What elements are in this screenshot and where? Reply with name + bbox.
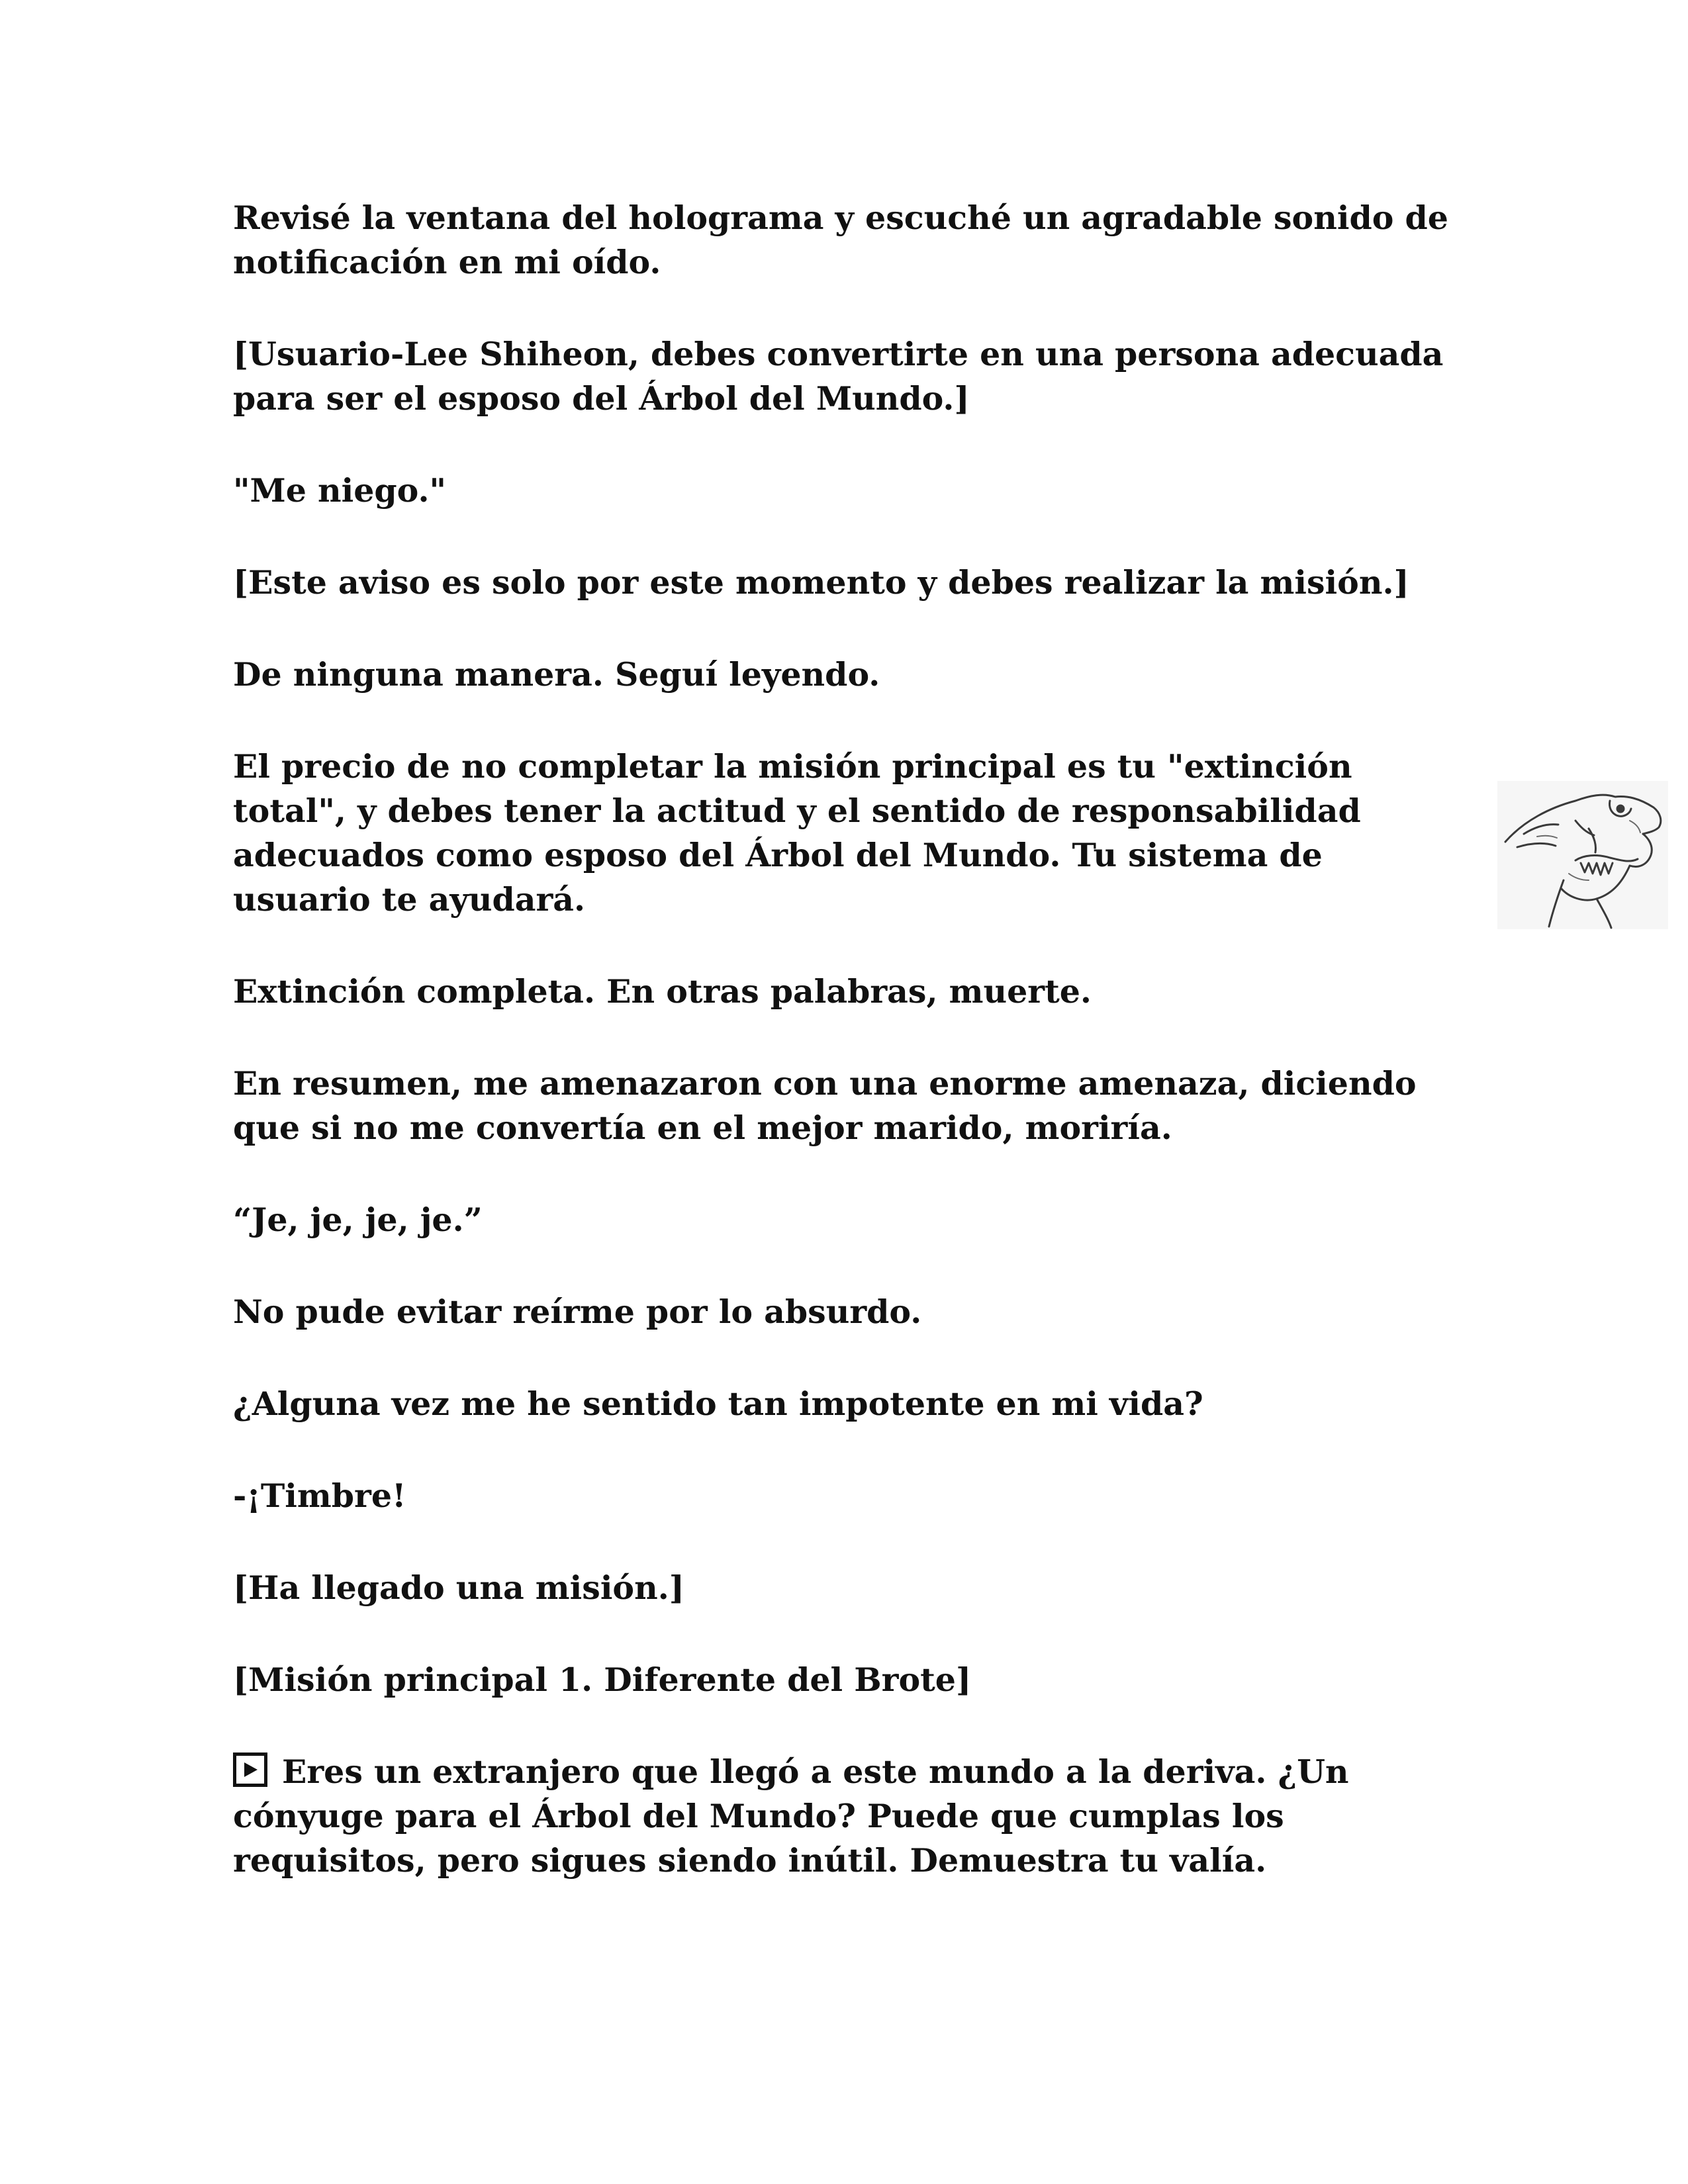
paragraph-7: Extinción completa. En otras palabras, muerte. xyxy=(233,972,1092,1011)
body-text xyxy=(233,196,1458,1883)
paragraph-9: “Je, je, je, je.” xyxy=(233,1201,483,1239)
dinosaur-sketch-image xyxy=(1497,781,1668,929)
paragraph-2: [Usuario-Lee Shiheon, debes convertirte en una persona adecuada para ser el esposo del Árbol del Mundo.] xyxy=(233,335,1444,418)
paragraph-11: ¿Alguna vez me he sentido tan impotente en mi vida? xyxy=(233,1385,1203,1423)
paragraph-1: Revisé la ventana del holograma y escuché un agradable sonido de notificación en mi oído. xyxy=(233,199,1448,281)
paragraph-12: -¡Timbre! xyxy=(233,1477,406,1515)
paragraph-8: En resumen, me amenazaron con una enorme amenaza, diciendo que si no me convertía en el mejor marido, moriría. xyxy=(233,1064,1417,1147)
paragraph-13: [Ha llegado una misión.] xyxy=(233,1569,684,1607)
mission-paragraph xyxy=(233,1750,1458,1883)
paragraph-14: [Misión principal 1. Diferente del Brote] xyxy=(233,1661,972,1699)
paragraph-10: No pude evitar reírme por lo absurdo. xyxy=(233,1293,922,1331)
paragraph-4: [Este aviso es solo por este momento y debes realizar la misión.] xyxy=(233,563,1409,602)
paragraph-3: "Me niego." xyxy=(233,471,447,510)
paragraph-5: De ninguna manera. Seguí leyendo. xyxy=(233,655,880,694)
play-icon xyxy=(233,1752,267,1787)
paragraph-6: El precio de no completar la misión principal es tu "extinción total", y debes tener la actitud y el sentido de responsabilidad adecuados como esposo del Árbol del Mundo. Tu sistema de usuario te ayudará. xyxy=(233,747,1361,919)
mission-text: Eres un extranjero que llegó a este mundo a la deriva. ¿Un cónyuge para el Árbol del Mundo? Puede que cumplas los requisitos, pero sigues siendo inútil. Demuestra tu valía. xyxy=(233,1752,1349,1880)
